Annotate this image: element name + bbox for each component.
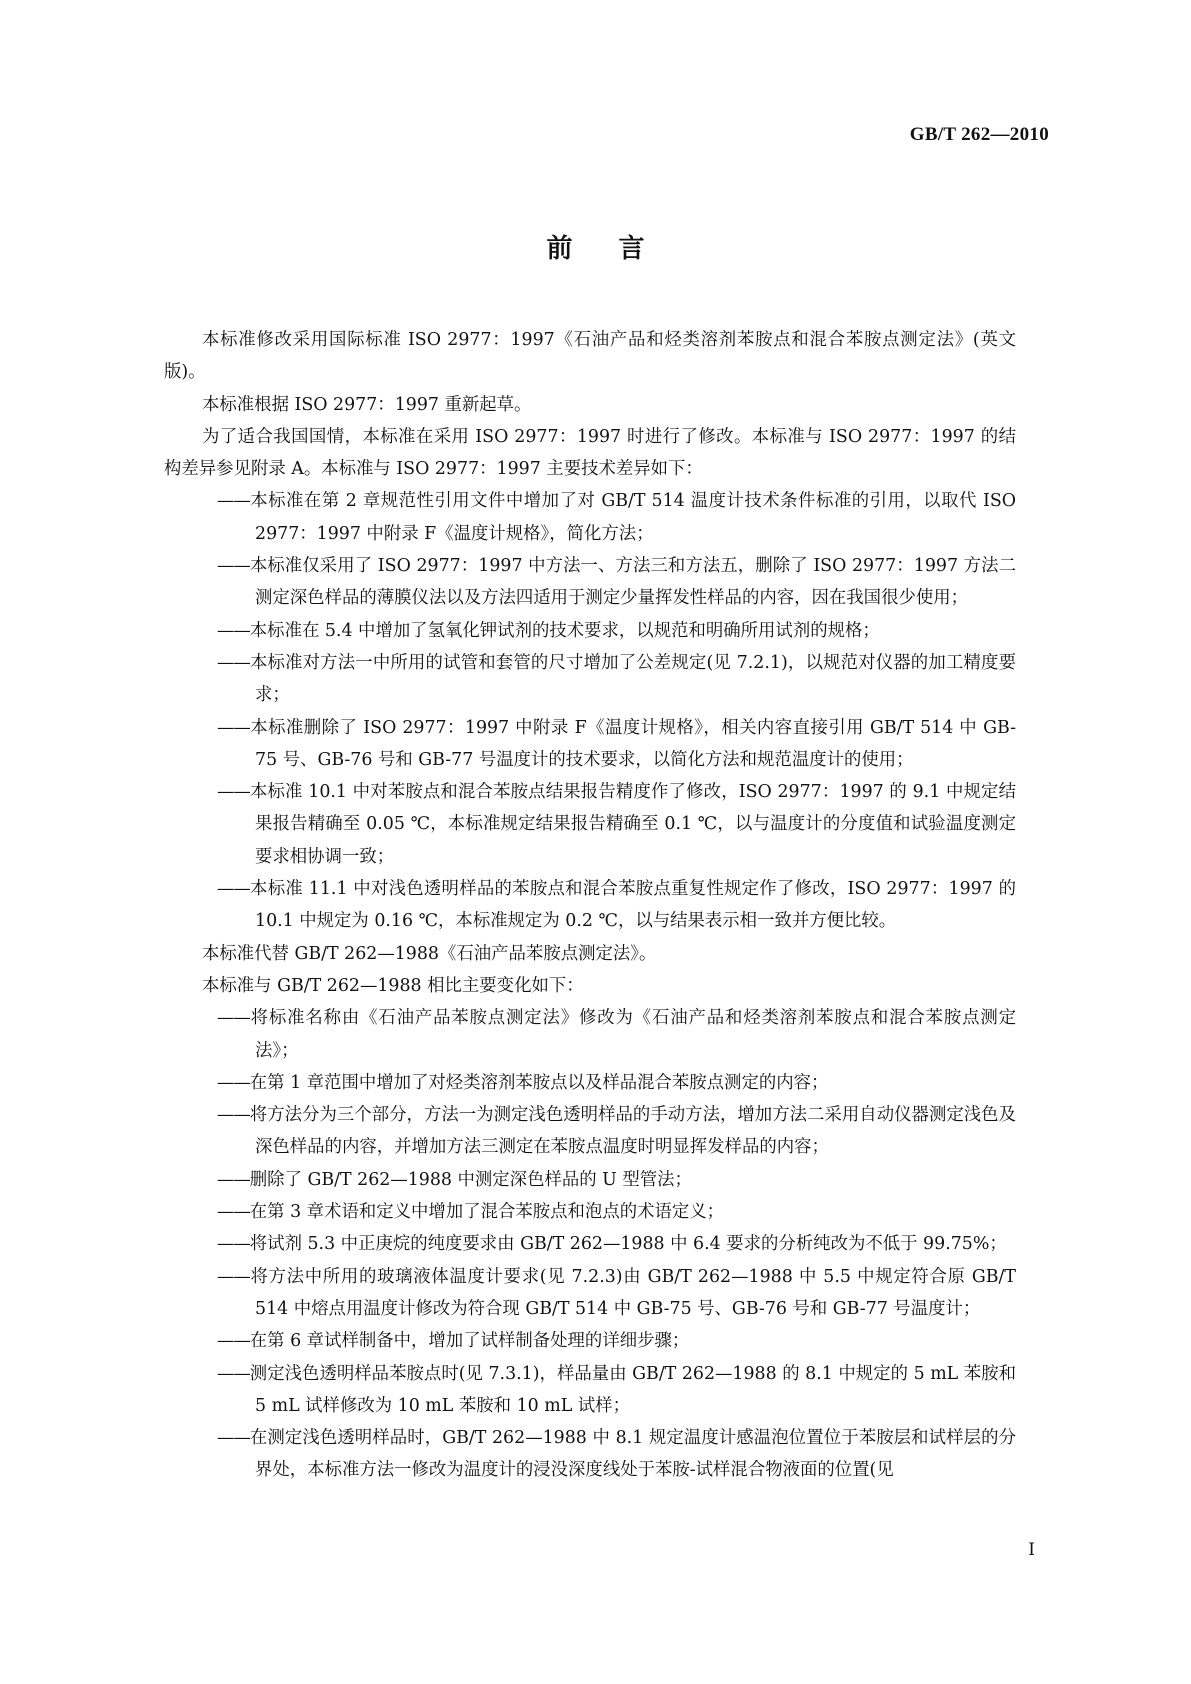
- paragraph-text: 本标准 10.1 中对苯胺点和混合苯胺点结果报告精度作了修改，ISO 2977：1997 的 9.1 中规定结果报告精确至 0.05 ℃，本标准规定结果报告精确至 0.1 ℃，以与温度计的分度值和试验温度测定要求相协调一致；: [249, 782, 1016, 867]
- paragraph-text: 在第 3 章术语和定义中增加了混合苯胺点和泡点的术语定义；: [249, 1202, 725, 1223]
- list-dash: ——: [217, 1105, 250, 1126]
- paragraph-text: 将方法分为三个部分，方法一为测定浅色透明样品的手动方法，增加方法二采用自动仪器测定浅色及深色样品的内容，并增加方法三测定在苯胺点温度时明显挥发样品的内容；: [249, 1105, 1016, 1158]
- list-dash: ——: [217, 1169, 250, 1190]
- list-item: [217, 1099, 1016, 1164]
- paragraph: [164, 324, 1016, 389]
- paragraph-text: 在第 6 章试样制备中，增加了试样制备处理的详细步骤；: [249, 1331, 690, 1352]
- paragraph-text: 将方法中所用的玻璃液体温度计要求(见 7.2.3)由 GB/T 262—1988 中 5.5 中规定符合原 GB/T 514 中熔点用温度计修改为符合现 GB/T 514 中 GB-75 号、GB-76 号和 GB-77 号温度计；: [249, 1266, 1016, 1319]
- list-dash: ——: [217, 1072, 250, 1093]
- page-title: 前言: [546, 234, 691, 264]
- list-item: [217, 615, 1016, 647]
- standard-code: GB/T 262—2010: [909, 124, 1049, 145]
- paragraph: [164, 938, 1016, 970]
- document-body: [164, 324, 1016, 1487]
- list-dash: ——: [217, 1266, 250, 1287]
- list-item: [217, 1164, 1016, 1196]
- list-item: [217, 1422, 1016, 1487]
- list-item: [217, 1325, 1016, 1357]
- list-dash: ——: [217, 556, 250, 577]
- list-dash: ——: [217, 491, 250, 512]
- list-item: [217, 1261, 1016, 1326]
- list-item: [217, 1228, 1016, 1260]
- paragraph: [164, 970, 1016, 1002]
- paragraph: [164, 389, 1016, 421]
- list-item: [217, 712, 1016, 777]
- list-dash: ——: [217, 1331, 250, 1352]
- list-item: [217, 1002, 1016, 1067]
- paragraph-text: 为了适合我国国情，本标准在采用 ISO 2977：1997 时进行了修改。本标准与 ISO 2977：1997 的结构差异参见附录 A。本标准与 ISO 2977：1997 主要技术差异如下：: [164, 426, 1016, 480]
- paragraph-text: 本标准对方法一中所用的试管和套管的尺寸增加了公差规定(见 7.2.1)，以规范对仪器的加工精度要求；: [249, 652, 1016, 706]
- list-dash: ——: [217, 1008, 250, 1029]
- paragraph: [164, 421, 1016, 486]
- list-dash: ——: [217, 1202, 250, 1223]
- list-item: [217, 1196, 1016, 1228]
- list-dash: ——: [217, 782, 250, 803]
- paragraph-text: 在测定浅色透明样品时，GB/T 262—1988 中 8.1 规定温度计感温泡位置位于苯胺层和试样层的分界处，本标准方法一修改为温度计的浸没深度线处于苯胺-试样混合物液面的位置(见: [249, 1428, 1016, 1481]
- list-item: [217, 873, 1016, 938]
- list-dash: ——: [217, 652, 250, 673]
- list-item: [217, 485, 1016, 550]
- page-number: Ⅰ: [1028, 1540, 1035, 1559]
- list-dash: ——: [217, 620, 250, 641]
- paragraph-text: 本标准仅采用了 ISO 2977：1997 中方法一、方法三和方法五，删除了 ISO 2977：1997 方法二测定深色样品的薄膜仪法以及方法四适用于测定少量挥发性样品的内容，因在我国很少使用；: [249, 556, 1016, 609]
- paragraph-text: 本标准代替 GB/T 262—1988《石油产品苯胺点测定法》。: [202, 943, 657, 964]
- paragraph-text: 在第 1 章范围中增加了对烃类溶剂苯胺点以及样品混合苯胺点测定的内容；: [249, 1072, 829, 1093]
- list-dash: ——: [217, 879, 250, 900]
- paragraph-text: 本标准根据 ISO 2977：1997 重新起草。: [202, 394, 532, 415]
- list-dash: ——: [217, 717, 250, 738]
- list-dash: ——: [217, 1234, 250, 1255]
- list-item: [217, 1358, 1016, 1423]
- paragraph-text: 本标准与 GB/T 262—1988 相比主要变化如下：: [202, 975, 584, 996]
- list-item: [217, 1067, 1016, 1099]
- paragraph-text: 本标准删除了 ISO 2977：1997 中附录 F《温度计规格》，相关内容直接引用 GB/T 514 中 GB-75 号、GB-76 号和 GB-77 号温度计的技术要求，以简化方法和规范温度计的使用；: [249, 717, 1016, 770]
- paragraph-text: 将标准名称由《石油产品苯胺点测定法》修改为《石油产品和烃类溶剂苯胺点和混合苯胺点测定法》；: [249, 1008, 1016, 1061]
- paragraph-text: 删除了 GB/T 262—1988 中测定深色样品的 U 型管法；: [249, 1169, 692, 1190]
- list-item: [217, 550, 1016, 615]
- paragraph-text: 本标准在第 2 章规范性引用文件中增加了对 GB/T 514 温度计技术条件标准的引用，以取代 ISO 2977：1997 中附录 F《温度计规格》，简化方法；: [249, 491, 1016, 544]
- paragraph-text: 本标准在 5.4 中增加了氢氧化钾试剂的技术要求，以规范和明确所用试剂的规格；: [249, 620, 880, 641]
- list-dash: ——: [217, 1428, 250, 1449]
- paragraph-text: 将试剂 5.3 中正庚烷的纯度要求由 GB/T 262—1988 中 6.4 要求的分析纯改为不低于 99.75%；: [249, 1234, 1007, 1255]
- paragraph-text: 测定浅色透明样品苯胺点时(见 7.3.1)，样品量由 GB/T 262—1988 的 8.1 中规定的 5 mL 苯胺和 5 mL 试样修改为 10 mL 苯胺和 10 mL 试样；: [249, 1363, 1016, 1416]
- paragraph-text: 本标准修改采用国际标准 ISO 2977：1997《石油产品和烃类溶剂苯胺点和混合苯胺点测定法》(英文版)。: [164, 330, 1016, 383]
- list-dash: ——: [217, 1363, 250, 1384]
- list-item: [217, 647, 1016, 712]
- list-item: [217, 776, 1016, 873]
- paragraph-text: 本标准 11.1 中对浅色透明样品的苯胺点和混合苯胺点重复性规定作了修改，ISO 2977：1997 的 10.1 中规定为 0.16 ℃，本标准规定为 0.2 ℃，以与结果表示相一致并方便比较。: [249, 879, 1016, 932]
